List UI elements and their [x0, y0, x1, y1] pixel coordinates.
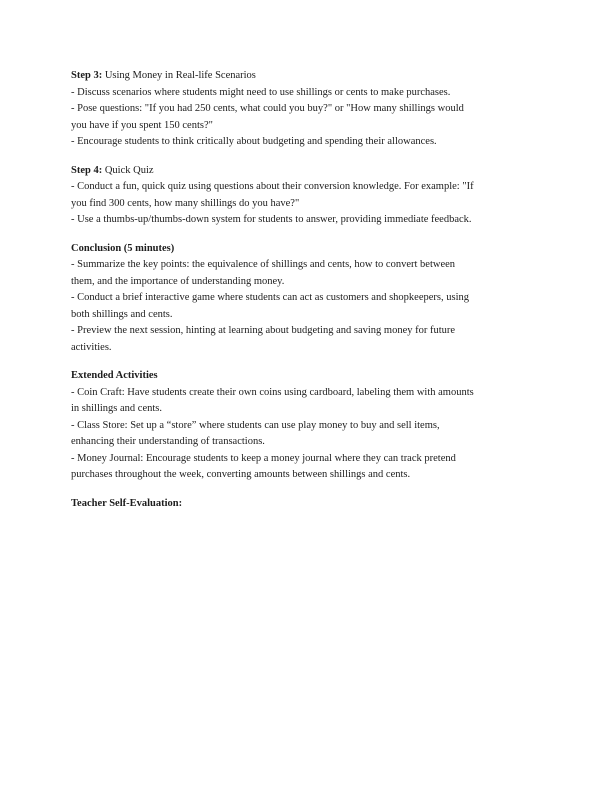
section-heading-bold: Teacher Self-Evaluation:	[71, 497, 183, 509]
text-line: activities.	[71, 341, 112, 353]
text-line: in shillings and cents.	[71, 403, 162, 414]
section-heading-rest: Using Money in Real-life Scenarios	[102, 70, 256, 81]
text-line: you find 300 cents, how many shillings do you have?"	[71, 197, 300, 209]
text-line: - Encourage students to think critically about budgeting and spending their allowances.	[71, 136, 437, 147]
section-heading	[71, 68, 545, 85]
section-heading-bold: Conclusion (5 minutes)	[71, 242, 175, 254]
section-heading-rest: Quick Quiz	[102, 164, 154, 176]
text-line: enhancing their understanding of transactions.	[71, 436, 265, 447]
text-line: - Conduct a brief interactive game where students can act as customers and shopkeepers, using	[71, 292, 469, 303]
text-line: - Discuss scenarios where students might need to use shillings or cents to make purchases.	[71, 86, 451, 98]
text-line: them, and the importance of understanding money.	[71, 275, 285, 287]
section-heading	[71, 241, 545, 258]
text-line: - Preview the next session, hinting at learning about budgeting and saving money for future	[71, 325, 456, 336]
text-line: you have if you spent 150 cents?"	[71, 119, 213, 131]
text-line: - Conduct a fun, quick quiz using questions about their conversion knowledge. For example: "If	[71, 181, 474, 192]
document-content	[71, 68, 545, 512]
section-heading	[71, 496, 545, 513]
text-line: - Use a thumbs-up/thumbs-down system for students to answer, providing immediate feedback.	[71, 214, 472, 225]
paragraph-step-4	[71, 163, 545, 229]
text-line: purchases throughout the week, converting amounts between shillings and cents.	[71, 469, 411, 480]
text-line: - Class Store: Set up a “store” where students can use play money to buy and sell items,	[71, 419, 440, 431]
paragraph-conclusion	[71, 241, 545, 357]
section-heading	[71, 163, 545, 180]
paragraph-teacher-self-evaluation	[71, 496, 545, 513]
section-heading-bold: Step 3:	[71, 70, 103, 81]
text-line: - Pose questions: "If you had 250 cents, what could you buy?" or "How many shillings would	[71, 103, 464, 114]
text-line: both shillings and cents.	[71, 308, 173, 320]
section-heading-bold: Step 4:	[71, 164, 103, 176]
section-heading-bold: Extended Activities	[71, 370, 158, 381]
section-heading	[71, 368, 545, 385]
paragraph-step-3	[71, 68, 545, 151]
paragraph-extended-activities	[71, 368, 545, 484]
text-line: - Summarize the key points: the equivalence of shillings and cents, how to convert between	[71, 259, 456, 270]
text-line: - Money Journal: Encourage students to keep a money journal where they can track pretend	[71, 452, 456, 464]
text-line: - Coin Craft: Have students create their own coins using cardboard, labeling them with amounts	[71, 386, 474, 398]
